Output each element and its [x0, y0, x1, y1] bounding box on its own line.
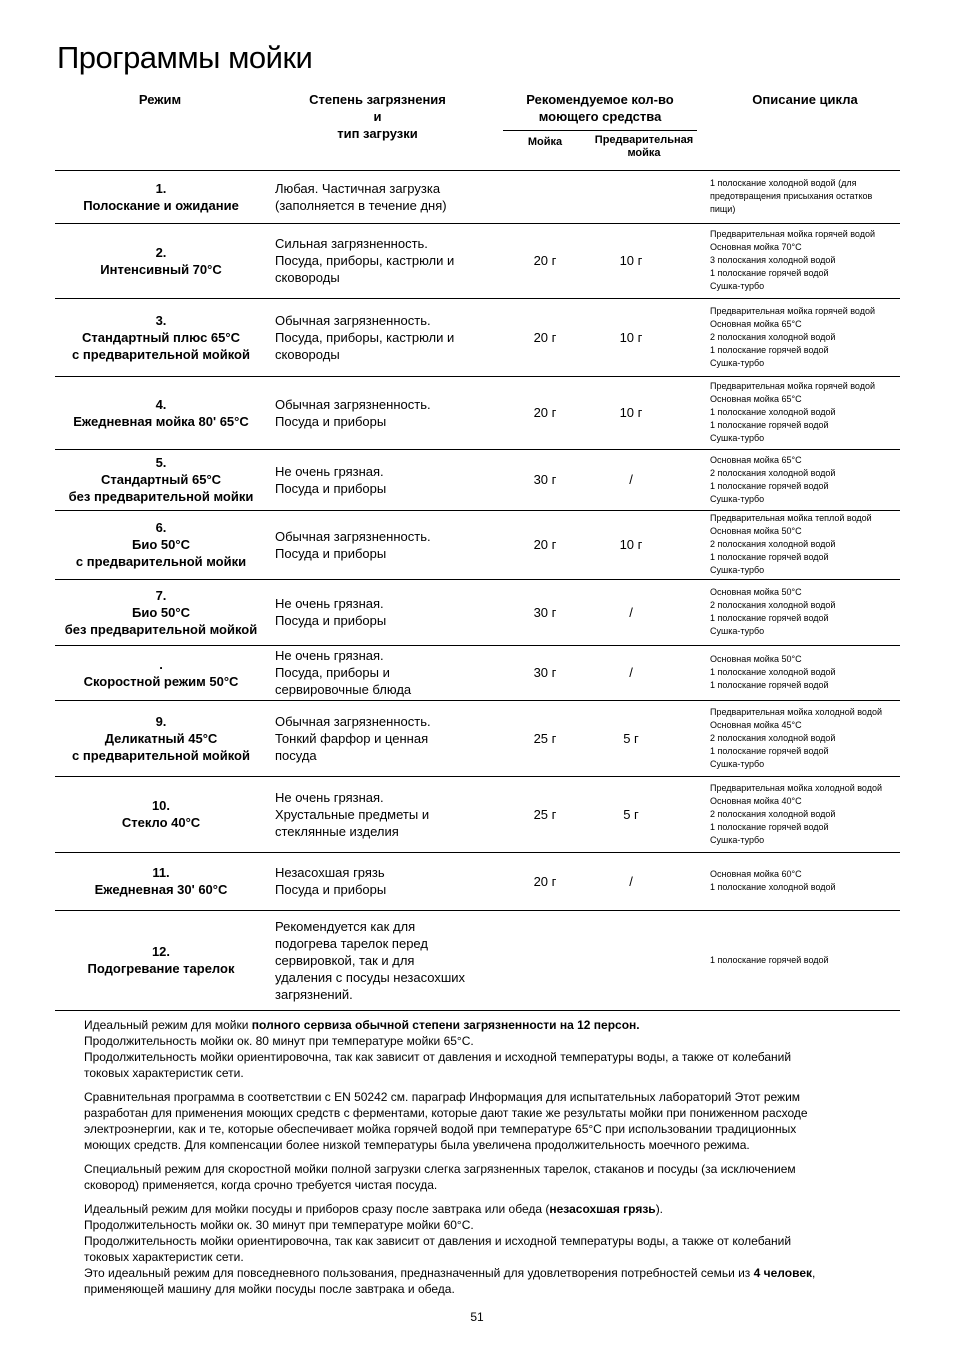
program-mode: 7. Био 50°С без предварительной мойкой: [64, 587, 258, 637]
header-detergent: Рекомендуемое кол-во моющего средства: [526, 92, 674, 124]
cycle-description: Основная мойка 50°С 1 полоскание холодной водой 1 полоскание горячей водой: [710, 654, 836, 690]
detergent-wash: 20 г: [533, 329, 557, 345]
soil-level: Не очень грязная. Посуда и приборы: [275, 596, 387, 628]
notes: [84, 1017, 884, 1305]
header-detergent-divider: [503, 130, 697, 131]
note-paragraph: Сравнительная программа в соответствии с EN 50242 см. параграф Информация для испытательных лабораторий Этот режим разработан для применения моющих средств с ферментами, которые дают такие же результаты мойки при пониженном расходе электроэнергии, как и те, которые обеспечивает мойка горячей водой при температуре 65°С при использовании традиционных моющих средств. Для компенсации более низкой температуры была увеличена продолжительность моечного режима.: [84, 1090, 808, 1152]
detergent-prewash: /: [629, 665, 633, 680]
program-mode: 12. Подогревание тарелок: [87, 944, 235, 976]
detergent-wash: [495, 170, 595, 223]
detergent-prewash: /: [629, 604, 633, 620]
header-wash: Мойка: [527, 136, 563, 148]
detergent-prewash: 5 г: [623, 806, 639, 822]
program-mode: 2. Интенсивный 70°С: [100, 244, 222, 277]
program-mode: 9. Деликатный 45°С с предварительной мойкой: [72, 713, 250, 763]
detergent-wash: 20 г: [533, 405, 557, 420]
detergent-prewash: [585, 910, 677, 1010]
table-row: [55, 223, 900, 299]
note-paragraph: Идеальный режим для мойки полного сервиза обычной степени загрязненности на 12 персон. Продолжительность мойки ок. 80 минут при температуре мойки 65°С. Продолжительность мойки ориентировочна, так как зависит от давления и исходной температуры воды, а также от колебаний токовых характеристик сети.: [84, 1018, 792, 1080]
program-mode: 3. Стандартный плюс 65°С с предварительной мойкой: [72, 312, 250, 362]
soil-level: Любая. Частичная загрузка (заполняется в течение дня): [275, 180, 447, 213]
cycle-description: Предварительная мойка горячей водой Основная мойка 70°С 3 полоскания холодной водой 1 полоскание горячей водой Сушка-турбо: [710, 229, 875, 291]
soil-level: Обычная загрязненность. Посуда и приборы: [275, 396, 431, 429]
detergent-prewash: 10 г: [619, 405, 643, 420]
soil-level: Не очень грязная. Посуда и приборы: [275, 463, 387, 496]
page-number: 51: [470, 1310, 484, 1324]
program-mode: 5. Стандартный 65°С без предварительной мойки: [68, 455, 254, 504]
soil-level: Обычная загрязненность. Посуда, приборы, кастрюли и сковороды: [275, 312, 455, 362]
header-soil: Степень загрязнения и тип загрузки: [309, 92, 446, 141]
program-mode: 11. Ежедневная 30' 60°С: [94, 865, 228, 897]
detergent-wash: 20 г: [533, 873, 557, 889]
detergent-wash: 20 г: [533, 253, 557, 268]
note-paragraph: Специальный режим для скоростной мойки полной загрузки слегка загрязненных тарелок, стаканов и посуды (за исключением сковород) применяется, когда срочно требуется чистая посуда.: [84, 1162, 796, 1192]
detergent-prewash: 5 г: [623, 730, 639, 746]
table-row: [55, 376, 900, 450]
table-row: [55, 510, 900, 580]
detergent-wash: 30 г: [533, 604, 557, 620]
cycle-description: Основная мойка 50°С 2 полоскания холодной водой 1 полоскание горячей водой Сушка-турбо: [710, 587, 836, 636]
cycle-description: Предварительная мойка холодной водой Основная мойка 40°С 2 полоскания холодной водой 1 полоскание горячей водой Сушка-турбо: [710, 782, 883, 845]
program-mode: 4. Ежедневная мойка 80' 65°С: [73, 396, 249, 429]
table-row: [55, 776, 900, 853]
cycle-description: Предварительная мойка холодной водой Основная мойка 45°С 2 полоскания холодной водой 1 полоскание горячей водой Сушка-турбо: [710, 706, 883, 769]
soil-level: Обычная загрязненность. Тонкий фарфор и ценная посуда: [275, 713, 431, 763]
detergent-wash: [495, 910, 595, 1010]
soil-level: Не очень грязная. Хрустальные предметы и стеклянные изделия: [275, 789, 430, 839]
detergent-wash: 20 г: [533, 537, 557, 552]
soil-level: Обычная загрязненность. Посуда и приборы: [275, 528, 431, 561]
table-row: [55, 852, 900, 911]
detergent-wash: 30 г: [533, 665, 557, 680]
detergent-prewash: /: [629, 472, 633, 487]
detergent-wash: 25 г: [533, 806, 557, 822]
note-paragraph: Идеальный режим для мойки посуды и приборов сразу после завтрака или обеда (незасохшая грязь). Продолжительность мойки ок. 30 минут при температуре мойки 60°С. Продолжительность мойки ориентировочна, так как зависит от давления и исходной температуры воды, а также от колебаний токовых характеристик сети. Это идеальный режим для повседневного пользования, предназначенный для удовлетворения потребностей семьи из 4 человек, применяющей машину для мойки посуды после завтрака и обеда.: [84, 1202, 816, 1296]
program-mode: 10. Стекло 40°С: [121, 798, 201, 830]
table-row: [55, 645, 900, 701]
soil-level: Незасохшая грязь Посуда и приборы: [275, 865, 387, 897]
cycle-description: Предварительная мойка теплой водой Основная мойка 50°С 2 полоскания холодной водой 1 полоскание горячей водой Сушка-турбо: [710, 513, 872, 575]
detergent-prewash: 10 г: [619, 253, 643, 268]
table-row: [55, 700, 900, 777]
table-row: [55, 579, 900, 646]
detergent-prewash: [585, 170, 677, 223]
header-prewash: Предварительная мойка: [594, 134, 694, 159]
soil-level: Не очень грязная. Посуда, приборы и сервировочные блюда: [275, 648, 412, 697]
soil-level: Рекомендуется как для подогрева тарелок перед сервировкой, так и для удаления с посуды незасохших загрязнений.: [275, 918, 466, 1002]
page-title: Программы мойки: [57, 40, 313, 75]
program-mode: 6. Био 50°С с предварительной мойки: [75, 520, 247, 569]
table-row: [55, 170, 900, 224]
soil-level: Сильная загрязненность. Посуда, приборы, кастрюли и сковороды: [275, 236, 455, 285]
detergent-prewash: 10 г: [619, 329, 643, 345]
table-row: [55, 449, 900, 511]
cycle-description: Основная мойка 60°С 1 полоскание холодной водой: [710, 869, 836, 892]
header-mode: Режим: [138, 92, 182, 107]
table-row: [55, 910, 900, 1011]
detergent-prewash: /: [629, 873, 633, 889]
table-row: [55, 298, 900, 377]
detergent-prewash: 10 г: [619, 537, 643, 552]
detergent-wash: 30 г: [533, 472, 557, 487]
cycle-description: Основная мойка 65°С 2 полоскания холодной водой 1 полоскание горячей водой Сушка-турбо: [710, 454, 836, 504]
program-mode: . Скоростной режим 50°С: [83, 656, 239, 689]
header-cycle: Описание цикла: [752, 92, 858, 107]
cycle-description: Предварительная мойка горячей водой Основная мойка 65°С 1 полоскание холодной водой 1 полоскание горячей водой Сушка-турбо: [710, 381, 875, 443]
cycle-description: Предварительная мойка горячей водой Основная мойка 65°С 2 полоскания холодной водой 1 полоскание горячей водой Сушка-турбо: [710, 305, 875, 368]
detergent-wash: 25 г: [533, 730, 557, 746]
program-mode: 1. Полоскание и ожидание: [83, 180, 239, 213]
cycle-description: 1 полоскание горячей водой: [710, 954, 829, 965]
cycle-description: 1 полоскание холодной водой (для предотвращения присыхания остатков пищи): [710, 178, 873, 214]
